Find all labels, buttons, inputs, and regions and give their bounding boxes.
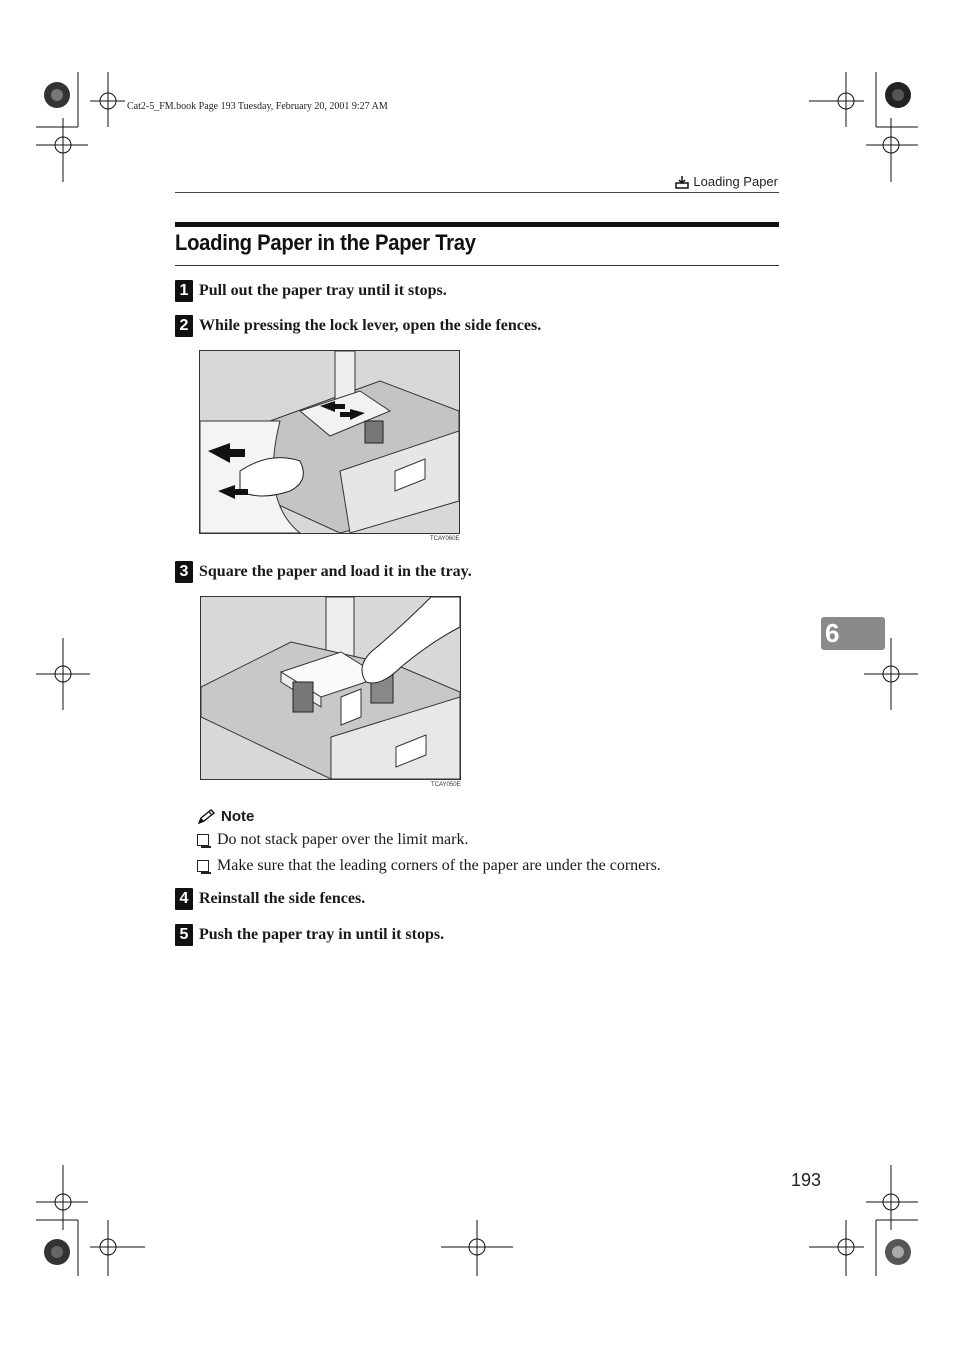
step-number: 2 bbox=[175, 315, 193, 337]
note-item bbox=[197, 857, 661, 875]
running-header bbox=[675, 174, 778, 189]
step-number: 3 bbox=[175, 561, 193, 583]
note-label: Note bbox=[221, 808, 255, 825]
step-number: 5 bbox=[175, 924, 193, 946]
step-text: While pressing the lock lever, open the side fences. bbox=[199, 317, 542, 334]
header-rule bbox=[175, 192, 779, 193]
step-2 bbox=[175, 315, 541, 337]
step-5 bbox=[175, 924, 444, 946]
title-bar bbox=[175, 222, 779, 227]
page-number: 193 bbox=[791, 1170, 822, 1190]
note-text: Make sure that the leading corners of the paper are under the corners. bbox=[217, 857, 661, 874]
paper-tray-load-paper-illustration bbox=[200, 596, 461, 780]
step-text: Square the paper and load it in the tray. bbox=[199, 563, 472, 580]
step-1 bbox=[175, 280, 447, 302]
title-rule bbox=[175, 265, 779, 266]
figure-code: TCAY060E bbox=[430, 536, 460, 542]
step-number: 1 bbox=[175, 280, 193, 302]
step-text: Push the paper tray in until it stops. bbox=[199, 926, 445, 943]
note-text: Do not stack paper over the limit mark. bbox=[217, 831, 469, 848]
note-item bbox=[197, 831, 468, 849]
pencil-note-icon bbox=[197, 809, 217, 825]
checkbox-icon bbox=[197, 860, 209, 872]
print-info: Cat2-5_FM.book Page 193 Tuesday, February 20, 2001 9:27 AM bbox=[127, 101, 388, 112]
page-title: Loading Paper in the Paper Tray bbox=[175, 230, 476, 255]
note-heading bbox=[197, 808, 254, 825]
checkbox-icon bbox=[197, 834, 209, 846]
paper-tray-side-fence-illustration bbox=[199, 350, 460, 534]
step-3 bbox=[175, 561, 472, 583]
step-number: 4 bbox=[175, 888, 193, 910]
running-header-label: Loading Paper bbox=[693, 174, 778, 189]
step-text: Reinstall the side fences. bbox=[199, 890, 366, 907]
chapter-tab: 6 bbox=[821, 617, 885, 650]
loading-paper-icon bbox=[675, 175, 689, 189]
step-4 bbox=[175, 888, 365, 910]
figure-code: TCAY050E bbox=[431, 782, 461, 788]
step-text: Pull out the paper tray until it stops. bbox=[199, 282, 447, 299]
